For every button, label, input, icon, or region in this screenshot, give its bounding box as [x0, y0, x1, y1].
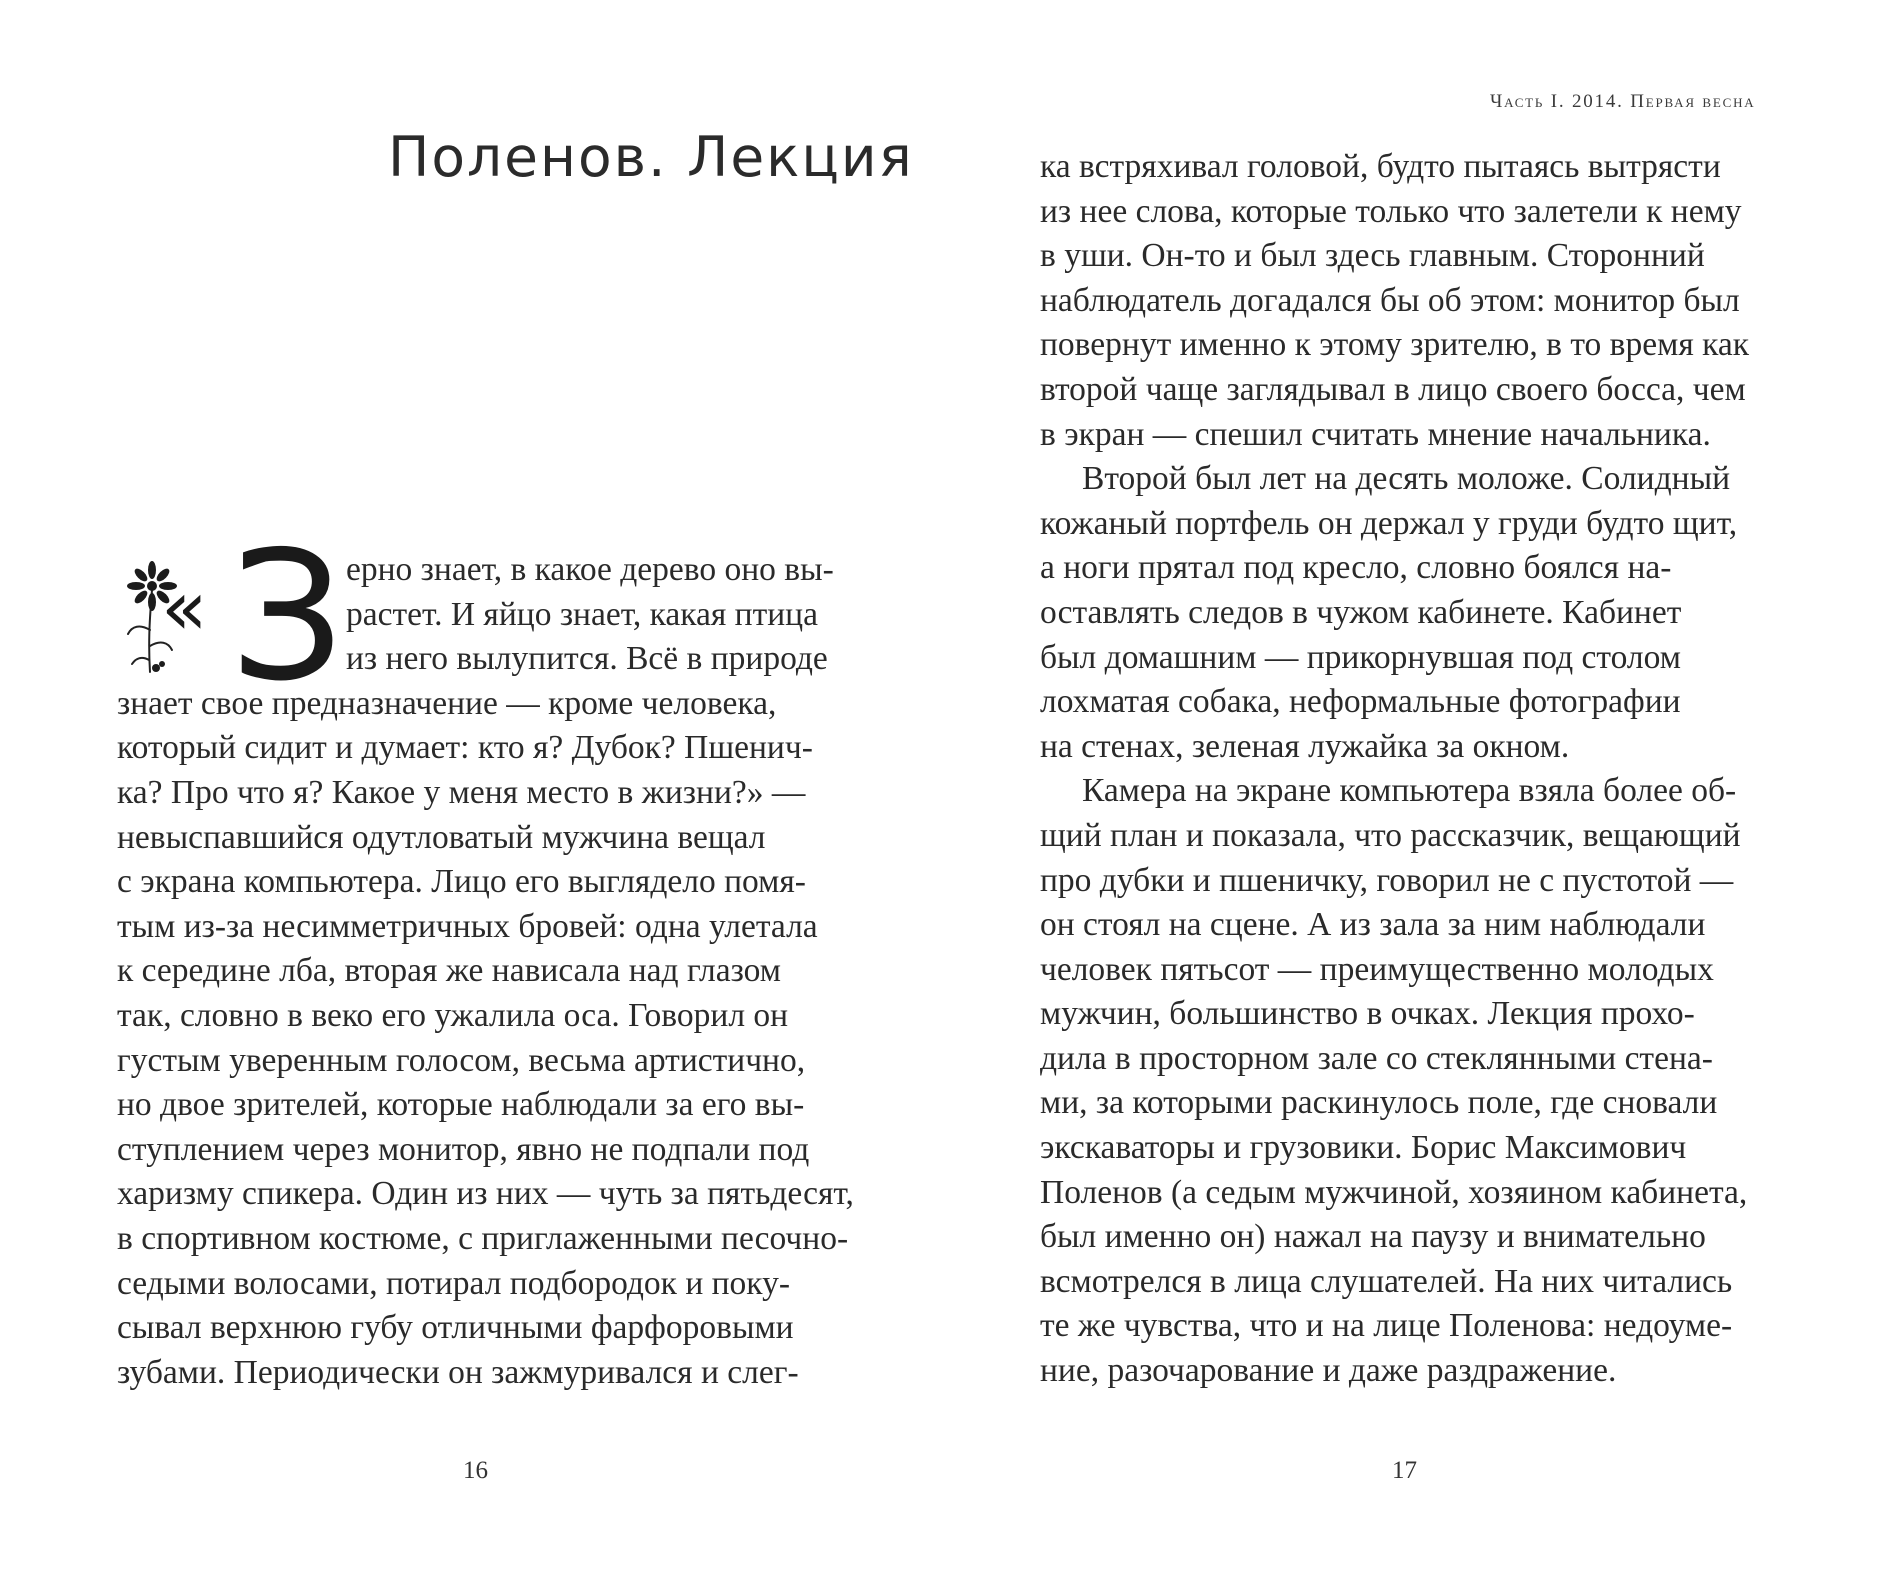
text-line: в уши. Он-то и был здесь главным. Сторонний — [1040, 237, 1705, 275]
text-line: экскаваторы и грузовики. Борис Максимович — [1040, 1129, 1687, 1167]
text-line: щий план и показала, что рассказчик, вещающий — [1040, 816, 1741, 854]
text-line: ерно знает, в какое дерево оно вы- — [346, 551, 834, 588]
text-line: в спортивном костюме, с приглаженными песочно- — [117, 1219, 849, 1257]
drop-cap: З — [230, 513, 345, 720]
text-line: который сидит и думает: кто я? Дубок? Пшенич- — [117, 729, 813, 767]
text-line: он стоял на сцене. А из зала за ним наблюдали — [1040, 906, 1706, 944]
text-line: наблюдатель догадался бы об этом: монитор был — [1040, 281, 1740, 319]
text-line: из нее слова, которые только что залетели к нему — [1040, 192, 1742, 230]
text-line: дила в просторном зале со стеклянными стена- — [1040, 1039, 1713, 1077]
text-line: густым уверенным голосом, весьма артистично, — [117, 1041, 806, 1079]
text-line: Второй был лет на десять моложе. Солидный — [1082, 460, 1730, 498]
running-head: Часть I. 2014. Первая весна — [1490, 91, 1756, 112]
text-line: лохматая собака, неформальные фотографии — [1040, 683, 1681, 721]
left-page-text — [117, 548, 854, 1395]
text-line: кожаный портфель он держал у груди будто щит, — [1040, 504, 1738, 542]
text-line: Поленов (а седым мужчиной, хозяином кабинета, — [1040, 1173, 1748, 1211]
text-line: к середине лба, вторая же нависала над глазом — [117, 952, 781, 990]
text-line: невыспавшийся одутловатый мужчина вещал — [117, 818, 766, 856]
text-line: с экрана компьютера. Лицо его выглядело помя- — [117, 863, 806, 901]
text-line: был домашним — прикорнувшая под столом — [1040, 638, 1681, 676]
text-line: зубами. Периодически он зажмуривался и слег- — [117, 1353, 799, 1391]
page-number-left: 16 — [463, 1457, 488, 1484]
text-line: растет. И яйцо знает, какая птица — [346, 595, 818, 633]
text-line: Камера на экране компьютера взяла более об- — [1082, 772, 1737, 810]
text-line: в экран — спешил считать мнение начальника. — [1040, 415, 1711, 453]
text-line: ние, разочарование и даже раздражение. — [1040, 1352, 1617, 1390]
text-line: человек пятьсот — преимущественно молодых — [1040, 950, 1714, 988]
text-line: тым из-за несимметричных бровей: одна улетала — [117, 907, 818, 945]
text-line: был именно он) нажал на паузу и внимательно — [1040, 1218, 1706, 1256]
text-line: седыми волосами, потирал подбородок и поку- — [117, 1264, 791, 1302]
text-line: про дубки и пшеничку, говорил не с пустотой — — [1040, 861, 1734, 899]
text-line: ми, за которыми раскинулось поле, где сновали — [1040, 1084, 1718, 1122]
text-line: но двое зрителей, которые наблюдали за его вы- — [117, 1086, 805, 1124]
text-line: всмотрелся в лица слушателей. На них читались — [1040, 1262, 1733, 1300]
chapter-title: Поленов. Лекция — [388, 125, 914, 189]
text-line: а ноги прятал под кресло, словно боялся на- — [1040, 549, 1672, 587]
right-page-text — [1040, 145, 1749, 1394]
page-number-right: 17 — [1392, 1457, 1417, 1484]
text-line: знает свое предназначение — кроме человека, — [117, 684, 777, 722]
text-line: второй чаще заглядывал в лицо своего босса, чем — [1040, 370, 1746, 408]
text-line: на стенах, зеленая лужайка за окном. — [1040, 727, 1570, 765]
text-line: повернут именно к этому зрителю, в то время как — [1040, 326, 1750, 364]
opening-quote: « — [161, 563, 208, 652]
text-line: так, словно в веко его ужалила оса. Говорил он — [117, 996, 789, 1034]
text-line: харизму спикера. Один из них — чуть за пятьдесят, — [117, 1175, 854, 1213]
text-line: мужчин, большинство в очках. Лекция прохо- — [1040, 995, 1695, 1033]
text-line: ка? Про что я? Какое у меня место в жизни?» — — [117, 773, 806, 811]
text-line: сывал верхнюю губу отличными фарфоровыми — [117, 1309, 794, 1347]
text-line: ка встряхивал головой, будто пытаясь вытрясти — [1040, 148, 1721, 185]
text-line: из него вылупится. Всё в природе — [346, 640, 828, 678]
text-line: оставлять следов в чужом кабинете. Кабинет — [1040, 593, 1682, 631]
text-line: ступлением через монитор, явно не подпали под — [117, 1130, 810, 1168]
text-line: те же чувства, что и на лице Поленова: недоуме- — [1040, 1307, 1733, 1345]
